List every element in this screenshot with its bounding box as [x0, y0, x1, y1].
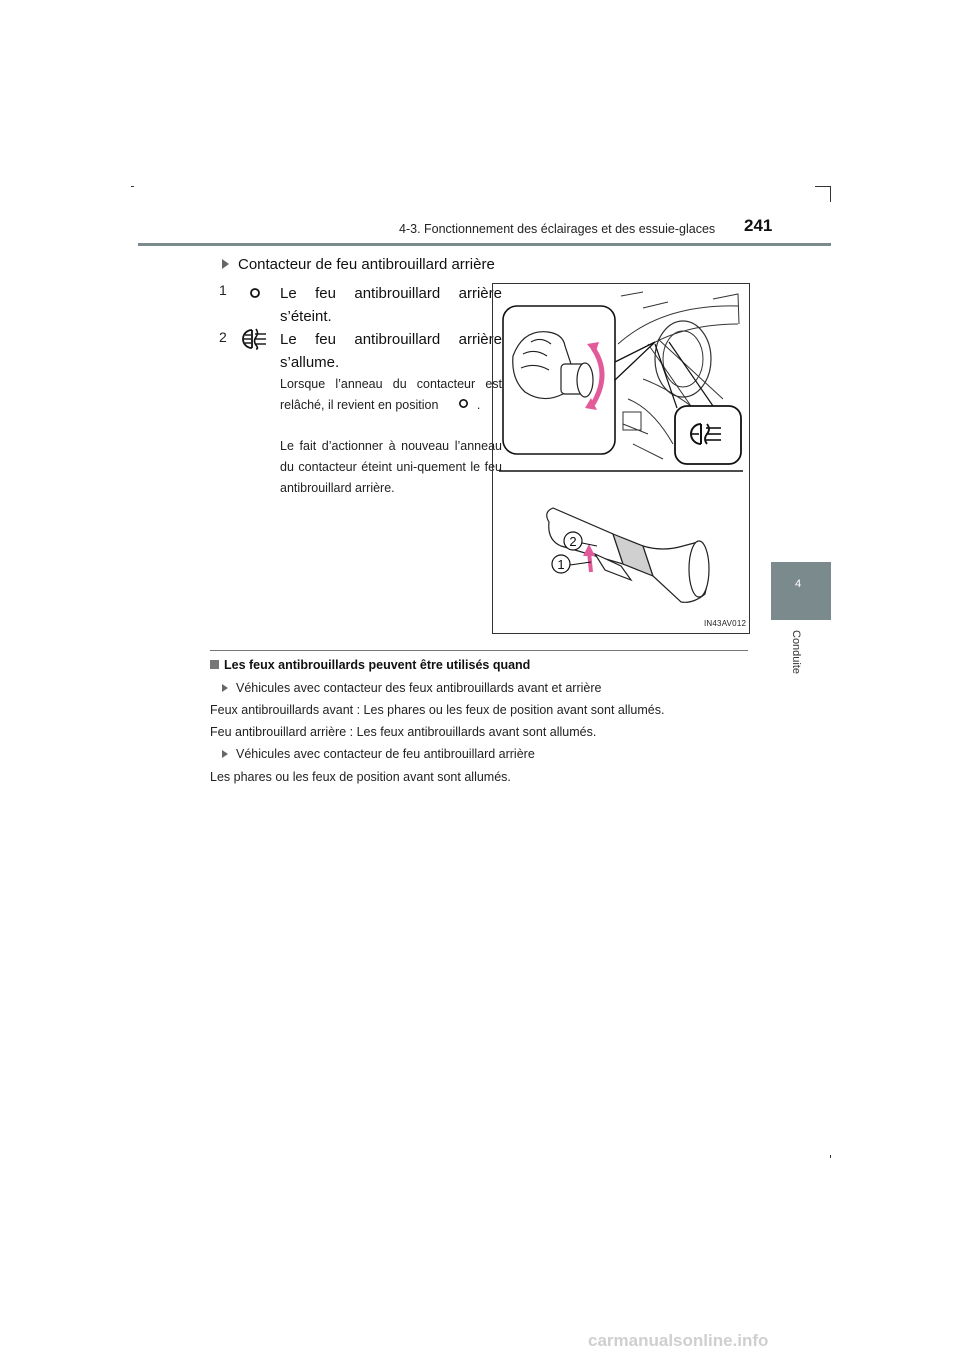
item-number-text: 2	[219, 329, 227, 345]
crop-mark	[830, 1155, 831, 1158]
subsection-title	[222, 256, 495, 273]
item-text-2: Le feu antibrouillard arrière s’allume.	[280, 331, 502, 371]
info-bullet-text: Véhicules avec contacteur des feux antibrouillards avant et arrière	[236, 681, 602, 695]
triangle-bullet-icon	[222, 684, 228, 692]
item-text-1: Le feu antibrouillard arrière s’éteint.	[280, 285, 502, 325]
illustration-frame	[492, 283, 750, 634]
triangle-bullet-icon	[222, 750, 228, 758]
crop-mark	[131, 186, 134, 187]
callout-2: 2	[569, 534, 577, 549]
section-rule	[210, 650, 748, 651]
off-position-icon	[458, 395, 469, 416]
info-line-1: Feux antibrouillards avant : Les phares ou les feux de position avant sont allumés.	[210, 703, 665, 717]
info-line-2: Feu antibrouillard arrière : Les feux antibrouillards avant sont allumés.	[210, 725, 597, 739]
item-number-1	[219, 283, 234, 298]
triangle-bullet-icon	[222, 259, 229, 269]
chapter-tab	[771, 562, 831, 620]
note-return-position	[280, 374, 502, 416]
square-bullet-icon	[210, 660, 219, 669]
rear-fog-light-icon	[242, 327, 268, 356]
crop-mark	[830, 186, 831, 202]
item-number-2	[219, 330, 234, 345]
callout-1: 1	[557, 557, 565, 572]
note-press-again: Le fait d’actionner à nouveau l’anneau du contacteur éteint uni-quement le feu antibrouillard arrière.	[280, 439, 502, 495]
header-section-title: 4-3. Fonctionnement des éclairages et des essuie-glaces	[399, 222, 716, 236]
note-text: Lorsque l’anneau du contacteur est relâché, il revient en position	[280, 377, 502, 412]
page-number: 241	[744, 216, 773, 235]
figure-caption: IN43AV012	[704, 619, 747, 628]
chapter-label: Conduite	[790, 630, 802, 675]
crop-mark	[815, 186, 831, 187]
header-rule	[138, 243, 831, 246]
info-bullet-1	[222, 681, 601, 695]
fog-light-switch-illustration	[493, 284, 748, 632]
off-position-icon	[249, 286, 261, 304]
info-section-title-text: Les feux antibrouillards peuvent être utilisés quand	[224, 658, 531, 672]
item-number-text: 1	[219, 282, 227, 298]
info-bullet-text: Véhicules avec contacteur de feu antibrouillard arrière	[236, 747, 535, 761]
watermark: carmanualsonline.info	[588, 1331, 769, 1350]
chapter-number: 4	[795, 578, 802, 590]
info-bullet-2	[222, 747, 535, 761]
info-section-title	[210, 658, 530, 672]
note-period: .	[476, 398, 481, 412]
info-line-3: Les phares ou les feux de position avant sont allumés.	[210, 770, 511, 784]
subsection-title-text: Contacteur de feu antibrouillard arrière	[238, 256, 495, 273]
